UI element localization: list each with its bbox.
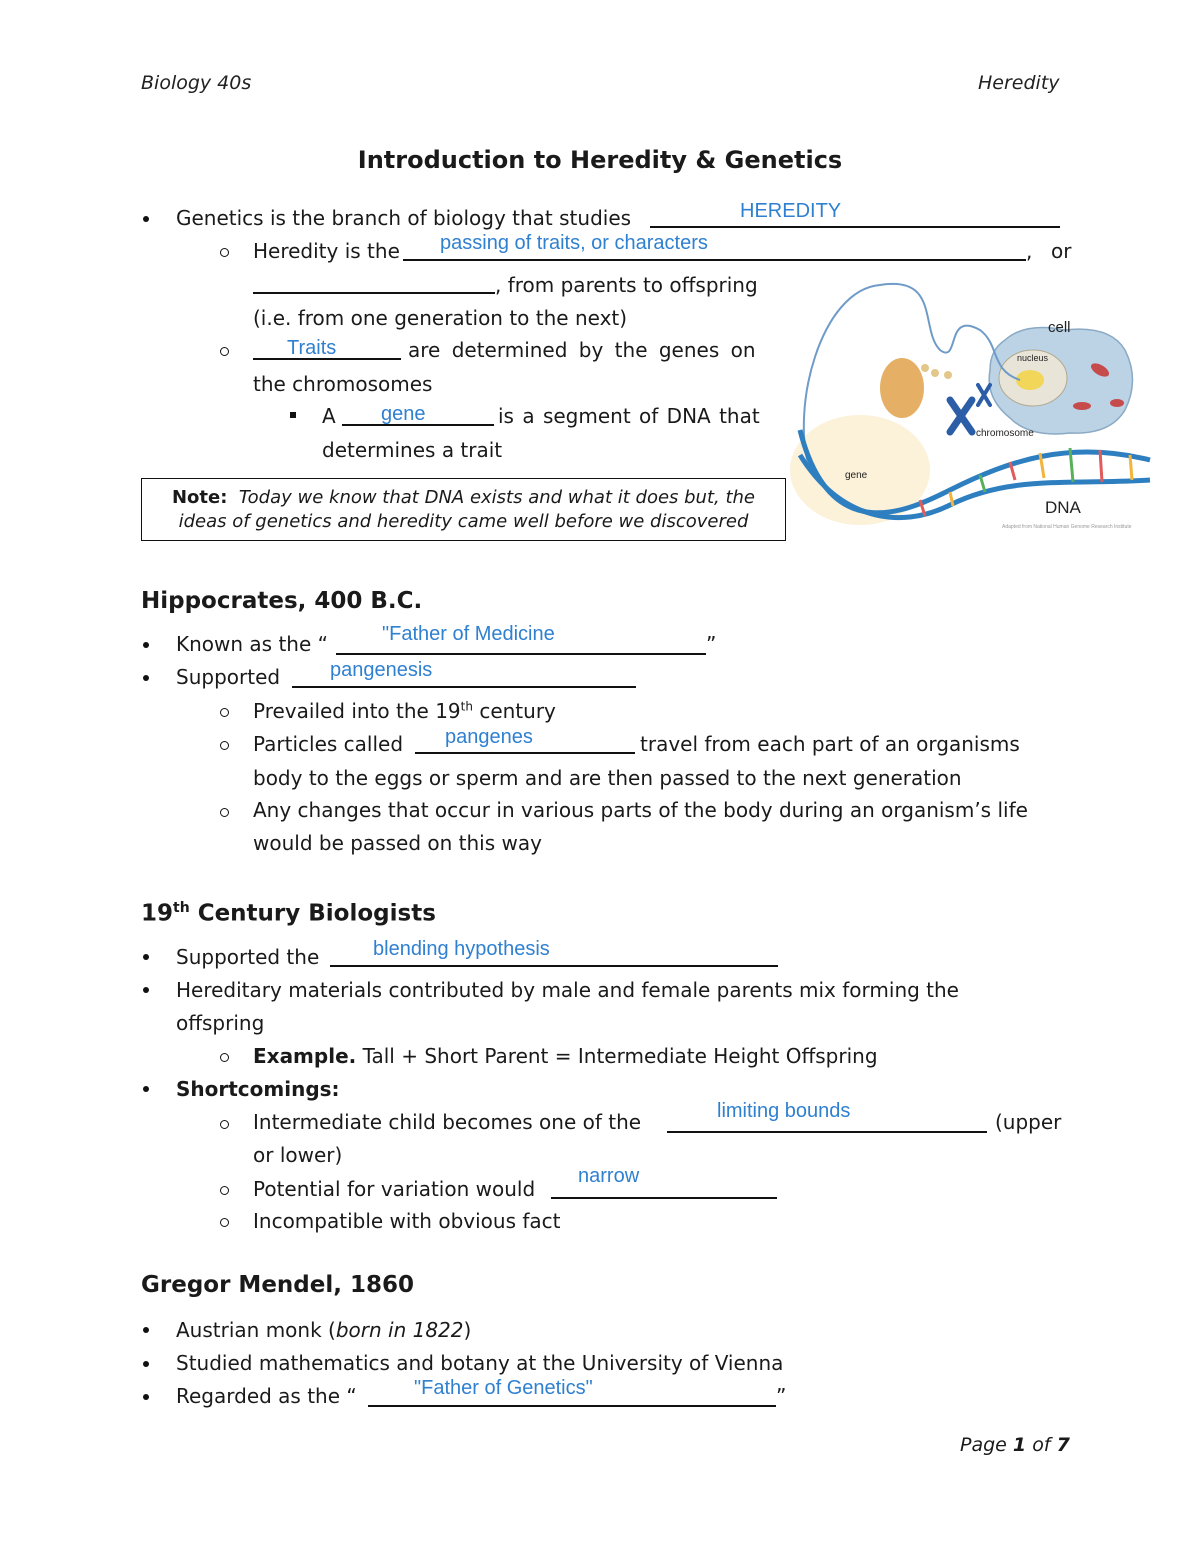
bullet-icon	[143, 1394, 149, 1400]
shortcomings-label: Shortcomings:	[176, 1077, 340, 1101]
intro-text-1: Genetics is the branch of biology that studies	[176, 206, 632, 230]
s1-text: is a segment of DNA that	[498, 404, 760, 428]
note-box	[141, 478, 786, 541]
blank-line	[330, 965, 778, 967]
mendel-b1-post: )	[463, 1318, 472, 1342]
blank-line	[292, 686, 636, 688]
note-line-1: Today we know that DNA exists and what it does but, the	[238, 487, 756, 508]
bio-heading-sup: th	[173, 900, 190, 916]
example-text: Tall + Short Parent = Intermediate Height Offspring	[356, 1044, 878, 1068]
bio-b1: Supported the	[176, 945, 320, 969]
answer-pangenes: pangenes	[445, 726, 533, 748]
close-quote: ”	[706, 632, 717, 656]
blank-line	[336, 653, 706, 655]
answer-narrow: narrow	[578, 1165, 640, 1187]
figure-label-dna: DNA	[1045, 498, 1081, 517]
bio-heading-pre: 19	[141, 900, 174, 927]
mendel-b1-pre: Austrian monk (	[176, 1318, 336, 1342]
close-quote: ”	[776, 1384, 787, 1408]
mendel-b2: Studied mathematics and botany at the University of Vienna	[176, 1351, 784, 1375]
blank-line	[650, 226, 1060, 228]
hippo-o1	[253, 699, 556, 723]
answer-gene: gene	[381, 403, 426, 425]
answer-limiting-bounds: limiting bounds	[717, 1100, 851, 1122]
blank-line	[253, 292, 495, 294]
sub-bullet-icon	[220, 248, 229, 257]
bullet-icon	[143, 216, 149, 222]
hippo-o3-line1: Any changes that occur in various parts of the body during an organism’s life	[253, 798, 1028, 822]
note-line-2: ideas of genetics and heredity came well before we discovered	[178, 511, 749, 532]
bio-o3: Potential for variation would	[253, 1177, 536, 1201]
sub-bullet-icon	[220, 347, 229, 356]
hippo-o1-post: century	[472, 699, 556, 723]
blank-line	[368, 1405, 776, 1407]
answer-blending: blending hypothesis	[373, 938, 550, 960]
sub-bullet-icon	[220, 1120, 229, 1129]
sub-bullet-icon	[220, 1053, 229, 1062]
answer-father-genetics: "Father of Genetics"	[414, 1377, 593, 1399]
note-label: Note:	[171, 487, 228, 508]
answer-pangenesis: pangenesis	[330, 659, 433, 681]
figure-credit: Adapted from National Human Genome Research Institute	[1002, 524, 1132, 530]
bullet-icon	[143, 1361, 149, 1367]
figure-label-nucleus: nucleus	[1017, 353, 1049, 363]
bullet-icon	[143, 1086, 149, 1092]
bullet-icon	[143, 675, 149, 681]
answer-passing: passing of traits, or characters	[440, 232, 708, 254]
sub-bullet-icon	[220, 1186, 229, 1195]
intro-sub-1-line3: (i.e. from one generation to the next)	[253, 306, 628, 330]
hippo-o1-sup: th	[460, 699, 473, 714]
bullet-icon	[143, 642, 149, 648]
square-bullet-icon	[290, 412, 296, 418]
answer-father-medicine: "Father of Medicine	[382, 623, 555, 645]
sub-bullet-icon	[220, 708, 229, 717]
intro-sub-1-line2: , from parents to offspring	[495, 273, 758, 297]
or-text: or	[1051, 239, 1072, 263]
bullet-icon	[143, 1327, 149, 1333]
sub-bullet-icon	[220, 808, 229, 817]
figure-label-cell: cell	[1048, 319, 1071, 336]
page-total: 7	[1056, 1434, 1070, 1456]
page-word: Page	[960, 1434, 1007, 1456]
hippo-o3-line2: would be passed on this way	[253, 831, 542, 855]
hippo-b1: Known as the “	[176, 632, 328, 656]
hippo-o2-line2: body to the eggs or sperm and are then passed to the next generation	[253, 766, 962, 790]
bio-o2-line2: or lower)	[253, 1143, 343, 1167]
hippo-o2-post: travel from each part of an organisms	[640, 732, 1020, 756]
s1-a: A	[322, 404, 336, 428]
nucleolus-shape	[1016, 370, 1044, 390]
comma: ,	[1026, 239, 1033, 263]
blank-line	[667, 1131, 987, 1133]
s1-line2: determines a trait	[322, 438, 503, 462]
page-number	[960, 1434, 1070, 1456]
intro-sub-1: Heredity is the	[253, 239, 400, 263]
bio-b2-line1: Hereditary materials contributed by male and female parents mix forming the	[176, 978, 959, 1002]
answer-heredity: HEREDITY	[740, 200, 842, 222]
answer-traits: Traits	[287, 337, 337, 359]
figure-label-chromosome: chromosome	[976, 428, 1034, 439]
of-word: of	[1032, 1434, 1051, 1456]
bio-o1	[253, 1044, 878, 1068]
section-heading-mendel: Gregor Mendel, 1860	[141, 1272, 415, 1298]
header-left: Biology 40s	[141, 72, 252, 94]
hippo-b2: Supported	[176, 665, 281, 689]
bio-o2: Intermediate child becomes one of the	[253, 1110, 642, 1134]
bullet-icon	[143, 954, 149, 960]
sub-bullet-icon	[220, 741, 229, 750]
chromosome-shape	[950, 400, 972, 432]
mendel-b3: Regarded as the “	[176, 1384, 357, 1408]
page-title: Introduction to Heredity & Genetics	[357, 146, 843, 174]
section-heading-biologists	[141, 900, 436, 927]
bullet-icon	[143, 987, 149, 993]
bio-o2-post: (upper	[995, 1110, 1062, 1134]
blank-line	[403, 259, 1026, 261]
bio-b2-line2: offspring	[176, 1011, 265, 1035]
blank-line	[415, 752, 635, 754]
example-label: Example.	[253, 1044, 357, 1068]
section-heading-hippocrates: Hippocrates, 400 B.C.	[141, 588, 423, 614]
header-right: Heredity	[978, 72, 1060, 94]
mendel-b1	[176, 1318, 471, 1342]
dna-chromosome-figure	[790, 270, 1155, 535]
bio-o4: Incompatible with obvious fact	[253, 1209, 561, 1233]
hippo-o2: Particles called	[253, 732, 404, 756]
page-current: 1	[1012, 1434, 1027, 1456]
blank-line	[551, 1197, 777, 1199]
mendel-b1-italic: born in 1822	[335, 1318, 464, 1342]
bio-heading-post: Century Biologists	[189, 900, 436, 927]
hippo-o1-text: Prevailed into the 19	[253, 699, 461, 723]
sub-bullet-icon	[220, 1218, 229, 1227]
figure-label-gene: gene	[845, 470, 868, 481]
intro-sub-2-line2: the chromosomes	[253, 372, 433, 396]
intro-sub-2: are determined by the genes on	[408, 338, 756, 362]
